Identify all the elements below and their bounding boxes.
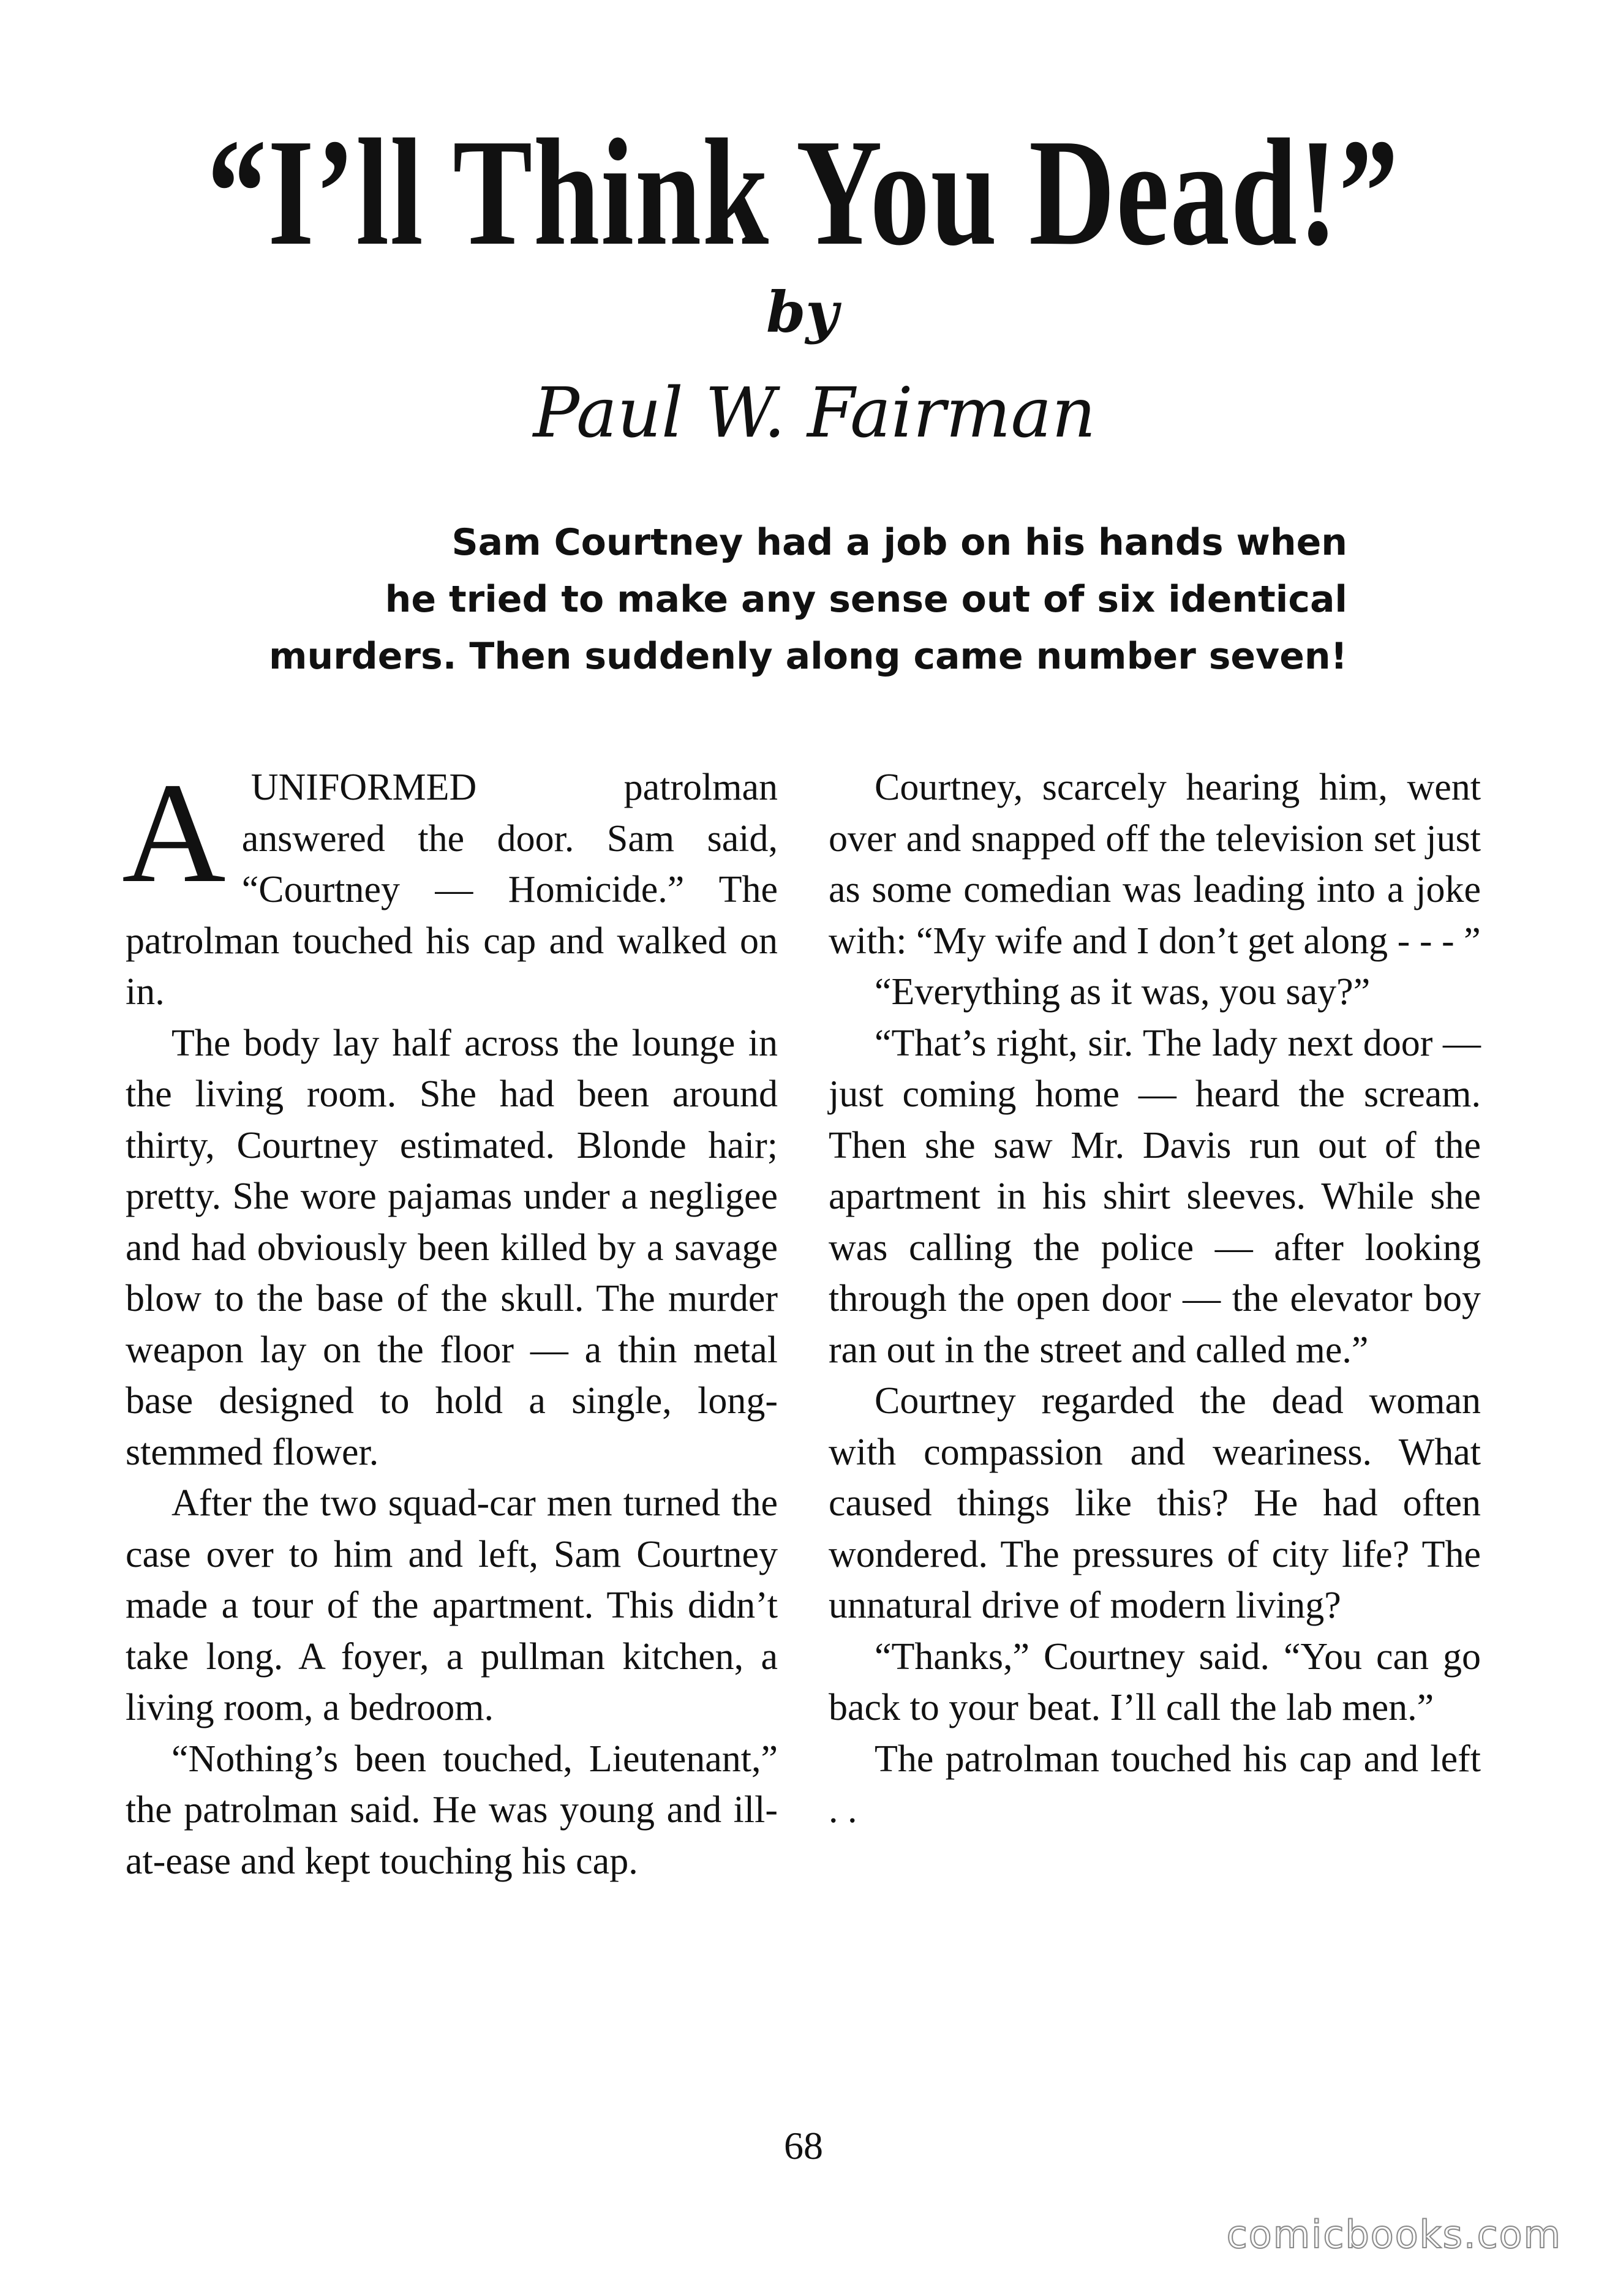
page-number: 68 bbox=[784, 2124, 823, 2167]
body-paragraph: “That’s right, sir. The lady next door — just coming home — heard the scream. Then she saw Mr. Davis run out of the apartment in his shirt sleeves. While she was calling the police — after looking through the open door — the elevator boy ran out in the street and called me.” bbox=[829, 1022, 1481, 1371]
story-blurb: Sam Courtney had a job on his hands when he tried to make any sense out of six identical murders. Then suddenly along came number seven! bbox=[268, 521, 1347, 678]
body-paragraph: “Thanks,” Courtney said. “You can go back to your beat. I’ll call the lab men.” bbox=[829, 1635, 1481, 1728]
opening-paragraph bbox=[122, 753, 778, 1018]
byline-by: by bbox=[766, 279, 838, 345]
author-name: Paul W. Fairman bbox=[533, 373, 1096, 453]
body-paragraph: The patrolman touched his cap and left . . bbox=[829, 1738, 1481, 1831]
drop-cap: A bbox=[122, 753, 226, 912]
left-column bbox=[122, 753, 778, 1887]
body-paragraph: “Nothing’s been touched, Lieutenant,” the patrolman said. He was young and ill-at-ease and kept touching his cap. bbox=[126, 1738, 778, 1882]
body-paragraph: After the two squad-car men turned the case over to him and left, Sam Courtney made a tour of the apartment. This didn’t take long. A foyer, a pullman kitchen, a living room, a bedroom. bbox=[126, 1482, 778, 1728]
story-title: “I’ll Think You Dead!” bbox=[207, 108, 1400, 277]
opening-paragraph-text: UNIFORMED patrolman answered the door. Sam said, “Courtney — Homicide.” The patrolman touched his cap and walked on in. bbox=[126, 767, 778, 1013]
body-paragraph: The body lay half across the lounge in the living room. She had been around thirty, Courtney estimated. Blonde hair; pretty. She wore pajamas under a negligee and had obviously been killed by a savage blow to the base of the skull. The murder weapon lay on the floor — a thin metal base designed to hold a single, long-stemmed flower. bbox=[126, 1022, 778, 1473]
watermark: comicbooks.com bbox=[1226, 2212, 1562, 2257]
body-paragraph: “Everything as it was, you say?” bbox=[875, 971, 1371, 1013]
body-paragraph: Courtney regarded the dead woman with compassion and weariness. What caused things like this? He had often wondered. The pressures of city life? The unnatural drive of modern living? bbox=[829, 1380, 1481, 1626]
body-paragraph: Courtney, scarcely hearing him, went over and snapped off the television set just as some comedian was leading into a joke with: “My wife and I don’t get along - - - ” bbox=[829, 767, 1481, 962]
right-column bbox=[829, 762, 1481, 1836]
